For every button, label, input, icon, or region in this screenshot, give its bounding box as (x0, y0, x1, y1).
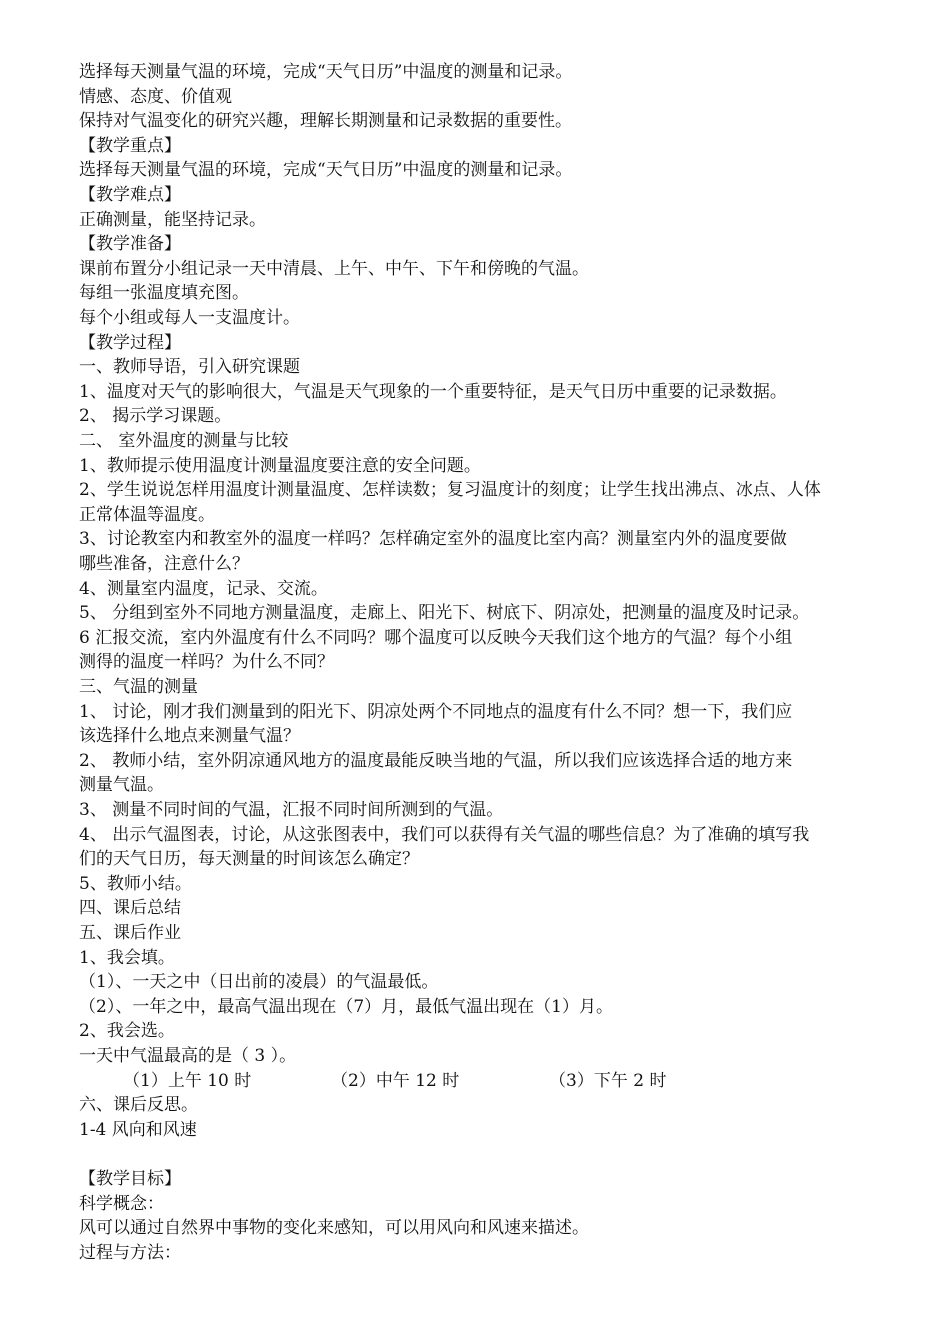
text-line: （2）、一年之中，最高气温出现在（7）月，最低气温出现在（1）月。 (79, 996, 613, 1017)
text-line: 每组一张温度填充图。 (79, 283, 249, 304)
text-line (79, 1142, 879, 1166)
text-line: 测得的温度一样吗？为什么不同？ (79, 652, 334, 673)
text-line: 5、 分组到室外不同地方测量温度，走廊上、阳光下、树底下、阴凉处，把测量的温度及时记录。 (79, 603, 810, 624)
text-line: 1、我会填。 (79, 947, 175, 968)
text-line: 【教学难点】 (79, 185, 181, 205)
choice-option: （3）下午 2 时 (549, 1070, 667, 1091)
text-line: 五、课后作业 (79, 923, 181, 943)
text-line: 【教学目标】 (79, 1169, 181, 1189)
text-line: 2、 揭示学习课题。 (79, 406, 232, 427)
text-line: 2、学生说说怎样用温度计测量温度、怎样读数；复习温度计的刻度；让学生找出沸点、冰点、人体 (79, 480, 821, 501)
text-line: 测量气温。 (79, 775, 164, 796)
text-line: 科学概念： (79, 1193, 164, 1214)
text-line: 1-4 风向和风速 (79, 1119, 197, 1140)
text-line: 六、课后反思。 (79, 1095, 198, 1116)
text-line: 正常体温等温度。 (79, 504, 215, 525)
text-line: 3、讨论教室内和教室外的温度一样吗？怎样确定室外的温度比室内高？测量室内外的温度要做 (79, 529, 787, 550)
choice-option: （1）上午 10 时 (123, 1070, 252, 1091)
text-line: 1、温度对天气的影响很大，气温是天气现象的一个重要特征，是天气日历中重要的记录数据。 (79, 381, 787, 402)
text-line: 6 汇报交流，室内外温度有什么不同吗？哪个温度可以反映今天我们这个地方的气温？每个小组 (79, 627, 793, 648)
text-line: 风可以通过自然界中事物的变化来感知，可以用风向和风速来描述。 (79, 1218, 589, 1239)
choice-row (79, 1069, 879, 1093)
text-line: 三、气温的测量 (79, 677, 198, 697)
text-line: 一、教师导语，引入研究课题 (79, 357, 300, 378)
text-line: 课前布置分小组记录一天中清晨、上午、中午、下午和傍晚的气温。 (79, 258, 589, 279)
text-line: 4、测量室内温度，记录、交流。 (79, 578, 328, 599)
text-line: 们的天气日历，每天测量的时间该怎么确定？ (79, 849, 419, 870)
text-line: 5、教师小结。 (79, 873, 192, 894)
text-line: 哪些准备，注意什么？ (79, 554, 249, 574)
text-line: 每个小组或每人一支温度计。 (79, 308, 300, 328)
text-line: 选择每天测量气温的环境，完成“天气日历”中温度的测量和记录。 (79, 62, 573, 82)
text-line: （1）、一天之中（日出前的凌晨）的气温最低。 (79, 972, 439, 993)
text-line: 3、 测量不同时间的气温，汇报不同时间所测到的气温。 (79, 800, 504, 820)
text-line: 2、我会选。 (79, 1021, 175, 1042)
text-line: 该选择什么地点来测量气温？ (79, 726, 300, 747)
text-line: 【教学准备】 (79, 234, 181, 255)
text-line: 正确测量，能坚持记录。 (79, 209, 266, 230)
text-line: 1、 讨论，刚才我们测量到的阳光下、阴凉处两个不同地点的温度有什么不同？想一下，我们应 (79, 701, 793, 722)
text-line: 保持对气温变化的研究兴趣，理解长期测量和记录数据的重要性。 (79, 111, 572, 132)
choice-option: （2）中午 12 时 (331, 1070, 460, 1091)
text-line: 4、 出示气温图表，讨论，从这张图表中，我们可以获得有关气温的哪些信息？为了准确的填写我 (79, 824, 810, 845)
text-line: 过程与方法： (79, 1242, 181, 1263)
text-line: 2、 教师小结，室外阴凉通风地方的温度最能反映当地的气温，所以我们应该选择合适的地方来 (79, 750, 793, 771)
text-line: 一天中气温最高的是（ 3 ）。 (79, 1046, 297, 1066)
text-line: 【教学重点】 (79, 135, 181, 156)
text-line: 四、课后总结 (79, 898, 181, 919)
text-line: 1、教师提示使用温度计测量温度要注意的安全问题。 (79, 455, 481, 476)
text-line: 【教学过程】 (79, 332, 181, 353)
text-line: 情感、态度、价值观 (79, 86, 232, 107)
text-line: 二、 室外温度的测量与比较 (79, 431, 289, 451)
text-line: 选择每天测量气温的环境，完成“天气日历”中温度的测量和记录。 (79, 160, 573, 181)
